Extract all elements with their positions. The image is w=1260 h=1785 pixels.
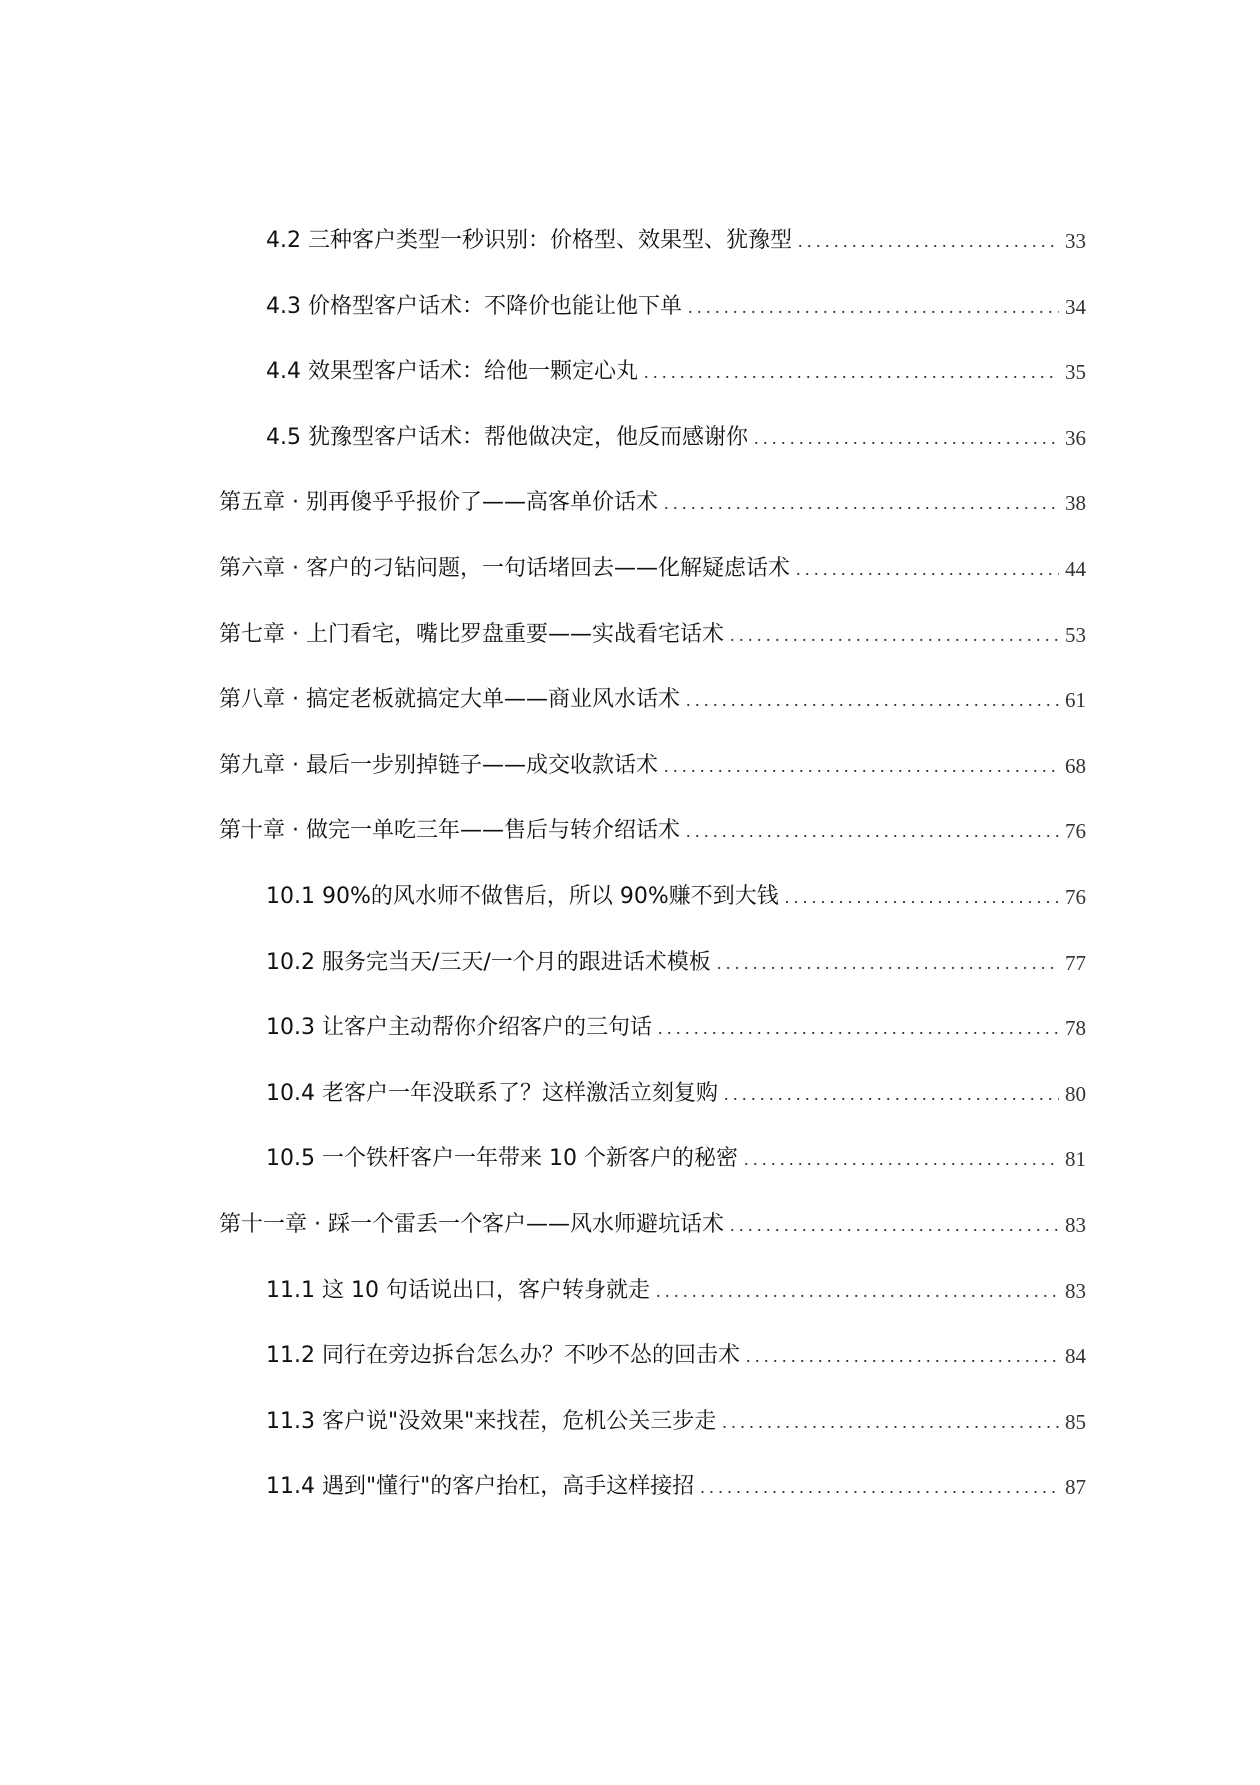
- toc-entry-title: 10.2 服务完当天/三天/一个月的跟进话术模板: [266, 949, 711, 975]
- toc-entry-title: 4.3 价格型客户话术：不降价也能让他下单: [266, 293, 682, 319]
- dot-leader: [754, 423, 1059, 453]
- toc-entry[interactable]: [219, 484, 1086, 518]
- toc-entry-page: 44: [1065, 557, 1086, 581]
- toc-entry-page: 76: [1065, 885, 1086, 909]
- toc-entry[interactable]: [266, 222, 1086, 256]
- dot-leader: [686, 816, 1059, 846]
- toc-entry-title: 10.5 一个铁杆客户一年带来 10 个新客户的秘密: [266, 1146, 738, 1172]
- toc-entry[interactable]: [266, 288, 1086, 322]
- toc-entry[interactable]: [266, 1272, 1086, 1306]
- toc-entry[interactable]: [266, 1468, 1086, 1502]
- toc-entry[interactable]: [266, 1009, 1086, 1043]
- dot-leader: [664, 488, 1059, 518]
- toc-entry-page: 83: [1065, 1213, 1086, 1237]
- dot-leader: [796, 554, 1059, 584]
- toc-entry-page: 35: [1065, 360, 1086, 385]
- dot-leader: [798, 226, 1059, 256]
- toc-entry-title: 第十章 · 做完一单吃三年——售后与转介绍话术: [219, 818, 680, 844]
- toc-entry-title: 4.4 效果型客户话术：给他一颗定心丸: [266, 359, 638, 385]
- toc-entry-page: 83: [1065, 1278, 1086, 1303]
- toc-entry-title: 第八章 · 搞定老板就搞定大单——商业风水话术: [219, 687, 680, 713]
- toc-entry[interactable]: [266, 1075, 1086, 1109]
- toc-entry[interactable]: [266, 1403, 1086, 1437]
- toc-entry-title: 第六章 · 客户的刁钻问题，一句话堵回去——化解疑虑话术: [219, 556, 790, 581]
- toc-entry-page: 38: [1065, 491, 1086, 516]
- toc-entry-title: 4.5 犹豫型客户话术：帮他做决定，他反而感谢你: [266, 424, 748, 450]
- toc-entry[interactable]: [219, 747, 1086, 781]
- toc-entry[interactable]: [266, 1140, 1086, 1174]
- dot-leader: [722, 1407, 1059, 1437]
- toc-entry[interactable]: [266, 944, 1086, 978]
- dot-leader: [658, 1013, 1059, 1043]
- toc-entry-title: 10.4 老客户一年没联系了？这样激活立刻复购: [266, 1080, 718, 1106]
- toc-entry[interactable]: [266, 419, 1086, 453]
- dot-leader: [785, 882, 1059, 912]
- dot-leader: [688, 292, 1059, 322]
- toc-entry-page: 77: [1065, 950, 1086, 975]
- toc-entry[interactable]: [219, 616, 1086, 650]
- toc-entry-title: 第五章 · 别再傻乎乎报价了——高客单价话术: [219, 490, 658, 516]
- dot-leader: [744, 1144, 1059, 1174]
- toc-entry[interactable]: [219, 812, 1086, 846]
- dot-leader: [700, 1472, 1059, 1502]
- dot-leader: [746, 1341, 1059, 1371]
- toc-entry-page: 81: [1065, 1147, 1086, 1172]
- toc-entry[interactable]: [219, 550, 1086, 584]
- toc-entry-title: 11.4 遇到"懂行"的客户抬杠，高手这样接招: [266, 1474, 695, 1500]
- toc-entry-title: 第九章 · 最后一步别掉链子——成交收款话术: [219, 752, 658, 778]
- toc-entry-page: 34: [1065, 294, 1086, 319]
- toc-entry-title: 第七章 · 上门看宅，嘴比罗盘重要——实战看宅话术: [219, 621, 724, 647]
- toc-entry-page: 87: [1065, 1475, 1086, 1500]
- toc-entry-title: 4.2 三种客户类型一秒识别：价格型、效果型、犹豫型: [266, 228, 792, 253]
- toc-entry-page: 84: [1065, 1344, 1086, 1369]
- dot-leader: [724, 1079, 1059, 1109]
- toc-entry-title: 第十一章 · 踩一个雷丢一个客户——风水师避坑话术: [219, 1212, 724, 1237]
- toc-entry-page: 33: [1065, 229, 1086, 253]
- toc-entry-page: 53: [1065, 622, 1086, 647]
- toc-entry[interactable]: [219, 1206, 1086, 1240]
- toc-entry-page: 78: [1065, 1016, 1086, 1041]
- toc-entry[interactable]: [219, 681, 1086, 715]
- toc-entry-title: 10.3 让客户主动帮你介绍客户的三句话: [266, 1015, 652, 1041]
- toc-entry-page: 80: [1065, 1081, 1086, 1106]
- toc-entry-page: 61: [1065, 688, 1086, 713]
- toc-entry-page: 76: [1065, 819, 1086, 844]
- toc-entry-title: 11.1 这 10 句话说出口，客户转身就走: [266, 1277, 650, 1303]
- dot-leader: [686, 685, 1059, 715]
- toc-entry-title: 11.3 客户说"没效果"来找茬，危机公关三步走: [266, 1408, 717, 1434]
- dot-leader: [664, 751, 1059, 781]
- dot-leader: [656, 1276, 1059, 1306]
- toc-entry-page: 85: [1065, 1409, 1086, 1434]
- dot-leader: [730, 620, 1059, 650]
- toc-entry[interactable]: [266, 1337, 1086, 1371]
- dot-leader: [644, 357, 1059, 387]
- toc-entry[interactable]: [266, 878, 1086, 912]
- toc-entry-title: 10.1 90%的风水师不做售后，所以 90%赚不到大钱: [266, 884, 779, 909]
- toc-entry-page: 68: [1065, 753, 1086, 778]
- toc-entry-page: 36: [1065, 425, 1086, 450]
- dot-leader: [730, 1210, 1059, 1240]
- dot-leader: [717, 948, 1059, 978]
- toc-entry-title: 11.2 同行在旁边拆台怎么办？不吵不怂的回击术: [266, 1343, 740, 1369]
- toc-entry[interactable]: [266, 353, 1086, 387]
